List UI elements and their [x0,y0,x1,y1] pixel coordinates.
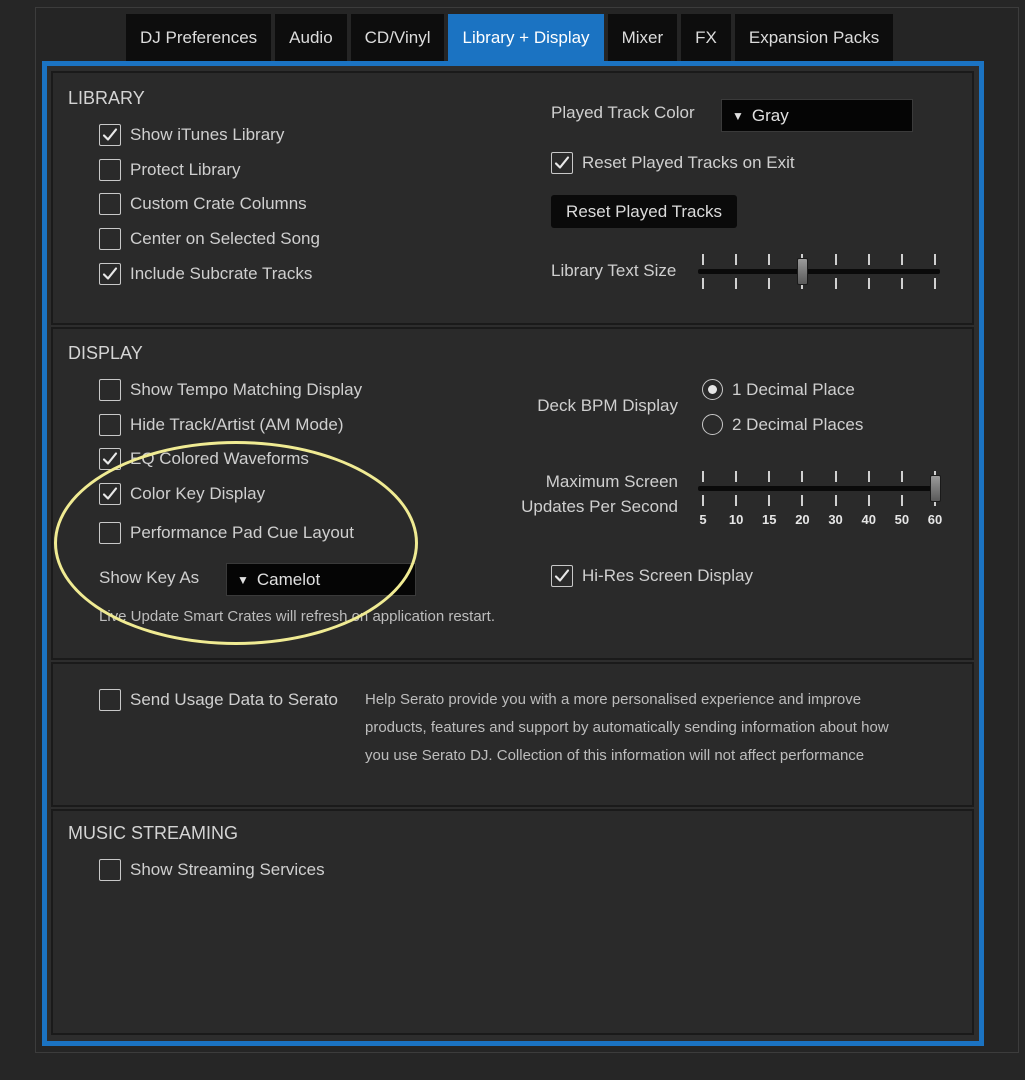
slider-tick [702,278,704,289]
checkbox-box[interactable] [99,263,121,285]
tab-cd-vinyl[interactable]: CD/Vinyl [351,14,445,62]
slider-tick [702,254,704,265]
played-track-color-value: Gray [751,105,789,125]
slider-tick [868,471,870,482]
radio-dot [708,385,717,394]
show-key-as-select[interactable] [226,563,416,596]
fps-tick-label: 30 [828,512,843,527]
show-key-as-value: Camelot [256,569,321,589]
slider-tick [934,278,936,289]
checkbox-box[interactable] [551,152,573,174]
radio-ring[interactable] [702,379,723,400]
reset-on-exit-checkbox[interactable] [551,152,795,174]
perf-pad-label: Performance Pad Cue Layout [130,523,354,542]
slider-thumb[interactable] [930,475,941,502]
send-usage-label: Send Usage Data to Serato [130,690,338,709]
custom-crate-columns-label: Custom Crate Columns [130,194,307,213]
protect-library-label: Protect Library [130,160,241,179]
usage-description-line: Help Serato provide you with a more personalised experience and improve [365,691,862,708]
center-selected-checkbox[interactable] [99,228,320,250]
restart-note: Live Update Smart Crates will refresh on application restart. [99,608,496,625]
send-usage-checkbox[interactable] [99,689,338,711]
slider-tick [801,471,803,482]
checkbox-box[interactable] [99,124,121,146]
usage-description-line: products, features and support by automatically sending information about how [365,719,889,736]
slider-tick [901,495,903,506]
show-streaming-label: Show Streaming Services [130,860,325,879]
reset-on-exit-label: Reset Played Tracks on Exit [582,153,795,172]
fps-tick-label: 15 [762,512,777,527]
library-text-size-slider[interactable] [698,254,940,290]
slider-tick [901,278,903,289]
tab-dj-preferences[interactable]: DJ Preferences [126,14,271,62]
slider-tick [901,254,903,265]
tempo-matching-checkbox[interactable] [99,379,362,401]
library-title: LIBRARY [68,88,145,108]
show-itunes-checkbox[interactable] [99,124,284,146]
reset-played-tracks-button[interactable]: Reset Played Tracks [551,195,737,228]
checkbox-box[interactable] [551,565,573,587]
center-selected-label: Center on Selected Song [130,229,320,248]
hide-track-artist-checkbox[interactable] [99,414,344,436]
usage-description [365,686,965,770]
played-track-color-select[interactable] [721,99,913,132]
checkmark-icon [101,126,119,144]
slider-tick [735,254,737,265]
show-itunes-label: Show iTunes Library [130,125,285,144]
checkbox-box[interactable] [99,414,121,436]
slider-tick [868,254,870,265]
color-key-checkbox[interactable] [99,483,265,505]
slider-tick [768,254,770,265]
slider-tick [735,471,737,482]
dropdown-arrow-icon: ▼ [732,108,744,123]
checkbox-box[interactable] [99,522,121,544]
checkbox-box[interactable] [99,228,121,250]
color-key-label: Color Key Display [130,484,266,503]
perf-pad-checkbox[interactable] [99,522,354,544]
played-track-color-label: Played Track Color [551,103,695,122]
bpm-two-label: 2 Decimal Places [732,414,864,434]
slider-tick [768,495,770,506]
slider-tick [735,495,737,506]
custom-crate-columns-checkbox[interactable] [99,193,307,215]
slider-tick [801,495,803,506]
max-updates-label-line1: Maximum Screen [545,472,678,491]
slider-tick [901,471,903,482]
slider-tick [768,471,770,482]
tab-expansion-packs[interactable]: Expansion Packs [735,14,893,62]
checkmark-icon [101,450,119,468]
fps-tick-label: 60 [927,512,943,527]
slider-tick [768,278,770,289]
fps-tick-label: 50 [894,512,910,527]
checkbox-box[interactable] [99,483,121,505]
bpm-one-label: 1 Decimal Place [732,379,855,399]
library-text-size-label: Library Text Size [551,261,677,280]
eq-waveforms-label: EQ Colored Waveforms [130,449,309,468]
fps-tick-label: 20 [795,512,810,527]
max-updates-slider[interactable] [698,471,940,507]
hires-label: Hi-Res Screen Display [582,566,753,585]
protect-library-checkbox[interactable] [99,159,241,181]
tab-library-display[interactable]: Library + Display [448,14,603,62]
slider-tick [702,471,704,482]
checkbox-box[interactable] [99,159,121,181]
slider-tick [835,254,837,265]
include-subcrate-checkbox[interactable] [99,263,312,285]
usage-description-line: you use Serato DJ. Collection of this information will not affect performance [365,747,865,764]
checkbox-box[interactable] [99,448,121,470]
slider-tick [835,495,837,506]
slider-track [698,486,940,491]
slider-tick [835,471,837,482]
fps-tick-label: 10 [728,512,744,527]
checkmark-icon [553,567,571,585]
slider-tick [735,278,737,289]
include-subcrate-label: Include Subcrate Tracks [130,264,313,283]
slider-tick [934,254,936,265]
slider-tick [835,278,837,289]
bpm-two-decimal-radio[interactable] [702,414,863,435]
streaming-title: MUSIC STREAMING [68,823,239,843]
fps-tick-label: 40 [861,512,876,527]
hires-checkbox[interactable] [551,565,753,587]
display-title: DISPLAY [68,343,143,363]
checkmark-icon [101,265,119,283]
checkmark-icon [101,485,119,503]
show-key-as-label: Show Key As [99,568,200,587]
radio-ring[interactable] [702,414,723,435]
slider-tick [868,278,870,289]
checkbox-box[interactable] [99,689,121,711]
slider-tick [702,495,704,506]
show-streaming-checkbox[interactable] [99,859,325,881]
tab-audio[interactable]: Audio [275,14,346,62]
checkbox-box[interactable] [99,379,121,401]
slider-tick [868,495,870,506]
deck-bpm-label: Deck BPM Display [537,396,678,415]
hide-track-artist-label: Hide Track/Artist (AM Mode) [130,415,344,434]
dropdown-arrow-icon: ▼ [237,572,249,587]
checkbox-box[interactable] [99,859,121,881]
tab-mixer[interactable]: Mixer [608,14,678,62]
tab-bar [126,14,897,62]
slider-thumb[interactable] [797,258,808,285]
eq-waveforms-checkbox[interactable] [99,448,309,470]
tab-fx[interactable]: FX [681,14,731,62]
fps-tick-label: 5 [699,512,707,527]
bpm-one-decimal-radio[interactable] [702,379,855,400]
slider-track [698,269,940,274]
checkbox-box[interactable] [99,193,121,215]
checkmark-icon [553,154,571,172]
tempo-matching-label: Show Tempo Matching Display [130,380,363,399]
max-updates-label-line2: Updates Per Second [521,497,678,516]
